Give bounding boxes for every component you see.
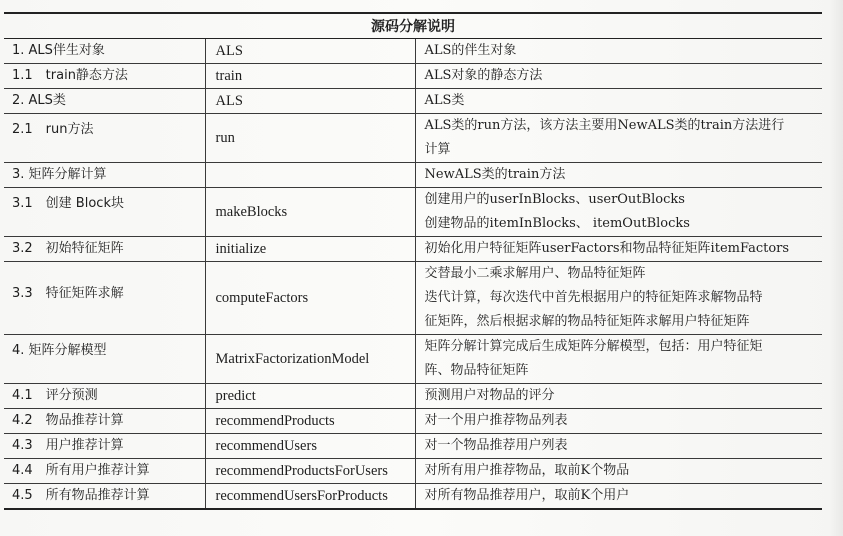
description-line: 对一个用户推荐物品列表 [424, 413, 568, 428]
description-line: 创建用户的userInBlocks、userOutBlocks [424, 192, 685, 207]
table-row [4, 64, 822, 89]
section-name-cell: 3.2 初始特征矩阵 [4, 237, 205, 262]
source-name-cell [205, 163, 415, 188]
description-cell [415, 64, 822, 89]
description-cell [415, 39, 822, 64]
table-body [4, 39, 822, 510]
section-name-cell: 4.4 所有用户推荐计算 [4, 459, 205, 484]
section-name-cell: 2.1 run方法 [4, 114, 205, 163]
source-name-cell: ALS [205, 39, 415, 64]
table-row [4, 237, 822, 262]
description-line: ALS类的run方法，该方法主要用NewALS类的train方法进行 [424, 118, 785, 133]
source-name-cell: computeFactors [205, 262, 415, 335]
table-row [4, 384, 822, 409]
description-cell [415, 163, 822, 188]
source-name-cell: predict [205, 384, 415, 409]
section-name-cell: 4.1 评分预测 [4, 384, 205, 409]
table-row [4, 335, 822, 384]
description-line: 征矩阵，然后根据求解的物品特征矩阵求解用户特征矩阵 [424, 314, 750, 329]
table-row [4, 409, 822, 434]
section-name-cell: 4. 矩阵分解模型 [4, 335, 205, 384]
description-line: 交替最小二乘求解用户、物品特征矩阵 [424, 266, 646, 281]
description-line: 矩阵分解计算完成后生成矩阵分解模型，包括：用户特征矩 [424, 339, 763, 354]
section-name-cell: 2. ALS类 [4, 89, 205, 114]
description-cell [415, 114, 822, 163]
section-name-cell: 3. 矩阵分解计算 [4, 163, 205, 188]
table-title: 源码分解说明 [4, 13, 822, 39]
description-cell [415, 237, 822, 262]
table-row [4, 39, 822, 64]
source-name-cell: recommendProductsForUsers [205, 459, 415, 484]
description-line: 对所有物品推荐用户，取前K个用户 [424, 488, 630, 503]
description-cell [415, 384, 822, 409]
source-name-cell: run [205, 114, 415, 163]
table-row [4, 262, 822, 335]
table-row [4, 114, 822, 163]
table-row [4, 163, 822, 188]
description-line: 阵、物品特征矩阵 [424, 363, 529, 378]
section-name-cell: 1. ALS伴生对象 [4, 39, 205, 64]
source-name-cell: train [205, 64, 415, 89]
description-cell [415, 188, 822, 237]
description-line: ALS对象的静态方法 [424, 68, 543, 83]
source-name-cell: initialize [205, 237, 415, 262]
description-line: 预测用户对物品的评分 [424, 388, 555, 403]
description-line: 迭代计算，每次迭代中首先根据用户的特征矩阵求解物品特 [424, 290, 763, 305]
page-edge-shadow [829, 0, 843, 536]
source-name-cell: recommendUsers [205, 434, 415, 459]
description-line: 计算 [424, 142, 451, 157]
table-row [4, 484, 822, 510]
source-breakdown-table [4, 12, 822, 510]
description-cell [415, 89, 822, 114]
table-row [4, 89, 822, 114]
description-cell [415, 409, 822, 434]
table-row [4, 459, 822, 484]
description-line: NewALS类的train方法 [424, 167, 566, 182]
source-name-cell: ALS [205, 89, 415, 114]
table-title-row [4, 13, 822, 39]
section-name-cell: 1.1 train静态方法 [4, 64, 205, 89]
source-name-cell: recommendProducts [205, 409, 415, 434]
source-name-cell: makeBlocks [205, 188, 415, 237]
description-line: 对所有用户推荐物品，取前K个物品 [424, 463, 630, 478]
table-row [4, 434, 822, 459]
description-line: ALS类 [424, 93, 465, 108]
source-name-cell: MatrixFactorizationModel [205, 335, 415, 384]
description-line: 创建物品的itemInBlocks、 itemOutBlocks [424, 216, 690, 231]
source-name-cell: recommendUsersForProducts [205, 484, 415, 510]
description-cell [415, 262, 822, 335]
table-row [4, 188, 822, 237]
description-line: 对一个物品推荐用户列表 [424, 438, 568, 453]
section-name-cell: 3.1 创建 Block块 [4, 188, 205, 237]
section-name-cell: 4.2 物品推荐计算 [4, 409, 205, 434]
description-cell [415, 335, 822, 384]
section-name-cell: 4.5 所有物品推荐计算 [4, 484, 205, 510]
section-name-cell: 3.3 特征矩阵求解 [4, 262, 205, 335]
description-line: 初始化用户特征矩阵userFactors和物品特征矩阵itemFactors [424, 241, 790, 256]
section-name-cell: 4.3 用户推荐计算 [4, 434, 205, 459]
description-cell [415, 434, 822, 459]
description-cell [415, 484, 822, 510]
description-cell [415, 459, 822, 484]
description-line: ALS的伴生对象 [424, 43, 517, 58]
